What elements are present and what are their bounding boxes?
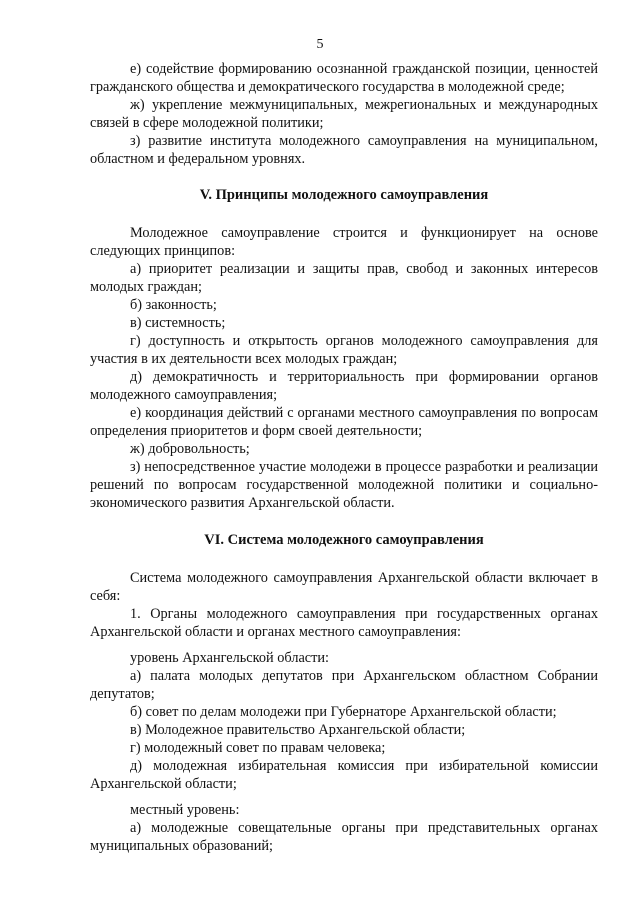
paragraph-principle-a: а) приоритет реализации и защиты прав, свобод и законных интересов молодых граждан; [90,261,598,295]
paragraph-section4-z: з) развитие института молодежного самоуправления на муниципальном, областном и федеральном уровнях. [90,133,598,167]
paragraph-section4-zh: ж) укрепление межмуниципальных, межрегиональных и международных связей в сфере молодежной политики; [90,97,598,131]
paragraph-principle-v: в) системность; [130,315,226,331]
paragraph-principles-intro: Молодежное самоуправление строится и функционирует на основе следующих принципов: [90,225,598,259]
paragraph-principle-g: г) доступность и открытость органов молодежного самоуправления для участия в их деятельности всех молодых граждан; [90,333,598,367]
section-heading-principles: V. Принципы молодежного самоуправления [199,187,489,203]
section-heading-system: VI. Система молодежного самоуправления [204,532,484,548]
paragraph-system-intro: Система молодежного самоуправления Архангельской области включает в себя: [90,570,598,604]
paragraph-local-level-title: местный уровень: [130,802,240,818]
paragraph-principle-zh: ж) добровольность; [130,441,250,457]
paragraph-system-item-1: 1. Органы молодежного самоуправления при государственных органах Архангельской области и органах местного самоуправления: [90,606,598,640]
paragraph-regional-b: б) совет по делам молодежи при Губернаторе Архангельской области; [130,704,557,720]
paragraph-local-a: а) молодежные совещательные органы при представительных органах муниципальных образований; [90,820,598,854]
paragraph-principle-e: е) координация действий с органами местного самоуправления по вопросам определения приоритетов и форм своей деятельности; [90,405,598,439]
paragraph-regional-d: д) молодежная избирательная комиссия при избирательной комиссии Архангельской области; [90,758,598,792]
paragraph-principle-d: д) демократичность и территориальность при формировании органов молодежного самоуправления; [90,369,598,403]
document-body [90,60,598,855]
paragraph-principle-b: б) законность; [130,297,217,313]
paragraph-regional-level-title: уровень Архангельской области: [130,650,330,666]
paragraph-section4-e: е) содействие формированию осознанной гражданской позиции, ценностей гражданского общества и демократического государства в молодежной среде; [90,61,598,95]
paragraph-regional-g: г) молодежный совет по правам человека; [130,740,386,756]
page-number: 5 [316,37,324,52]
paragraph-principle-z: з) непосредственное участие молодежи в процессе разработки и реализации решений по вопросам государственной молодежной политики и социально-экономического развития Архангельской области. [90,459,598,511]
paragraph-regional-a: а) палата молодых депутатов при Архангельском областном Собрании депутатов; [90,668,598,702]
paragraph-regional-v: в) Молодежное правительство Архангельской области; [130,722,466,738]
